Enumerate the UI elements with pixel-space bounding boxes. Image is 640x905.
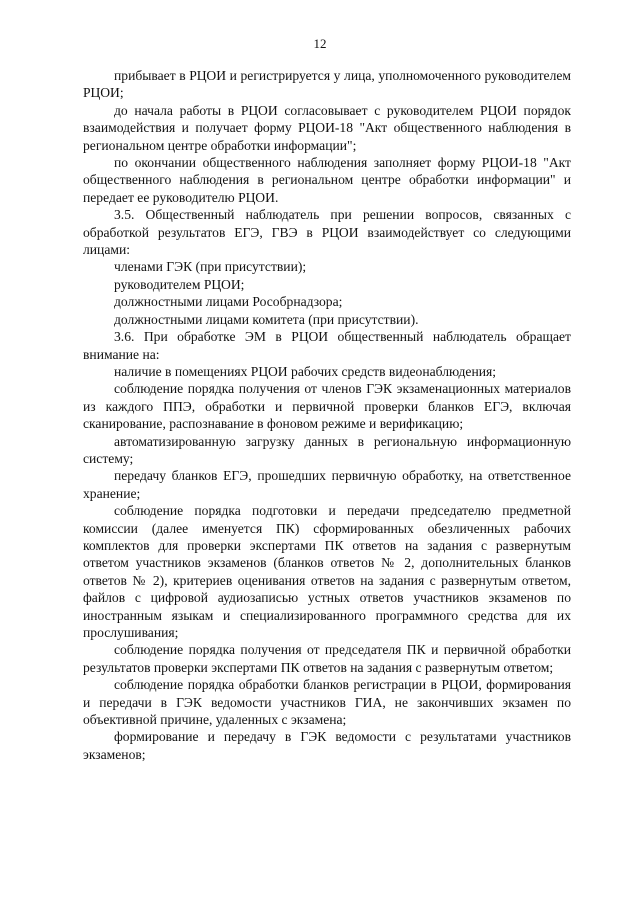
- list-item: руководителем РЦОИ;: [114, 276, 245, 292]
- list-item: соблюдение порядка подготовки и передачи председателю предметной комиссии (далее именуется ПК) сформированных обезличенных рабочих комплектов для проверки экспертами ПК ответов на задания с развернутым ответом участников экзаменов (бланков ответов № 2, дополнительных бланков ответов № 2), критериев оценивания ответов на задания с развернутым ответом, файлов с цифровой аудиозаписью устных ответов участников экзаменов по иностранным языкам и специализированного программного средства для их прослушивания;: [83, 503, 571, 640]
- list-item: автоматизированную загрузку данных в региональную информационную систему;: [83, 433, 571, 466]
- paragraph: прибывает в РЦОИ и регистрируется у лица, уполномоченного руководителем РЦОИ;: [83, 68, 571, 101]
- list-item: наличие в помещениях РЦОИ рабочих средств видеонаблюдения;: [114, 363, 497, 379]
- paragraph: по окончании общественного наблюдения заполняет форму РЦОИ-18 "Акт общественного наблюдения в региональном центре обработки информации" и передает ее руководителю РЦОИ.: [83, 155, 571, 205]
- list-item: соблюдение порядка получения от председателя ПК и первичной обработки результатов проверки экспертами ПК ответов на задания с развернутым ответом;: [83, 642, 571, 675]
- list-item: должностными лицами Рособрнадзора;: [114, 294, 343, 310]
- page-number: 12: [313, 36, 327, 51]
- section-paragraph-3-6: 3.6. При обработке ЭМ в РЦОИ общественный наблюдатель обращает внимание на:: [83, 329, 571, 362]
- list-item: формирование и передачу в ГЭК ведомости с результатами участников экзаменов;: [83, 729, 571, 762]
- list-item: передачу бланков ЕГЭ, прошедших первичную обработку, на ответственное хранение;: [83, 468, 571, 501]
- document-body: [83, 67, 571, 763]
- list-item: членами ГЭК (при присутствии);: [114, 259, 307, 275]
- list-item: должностными лицами комитета (при присутствии).: [114, 311, 419, 327]
- list-item: соблюдение порядка обработки бланков регистрации в РЦОИ, формирования и передачи в ГЭК ведомости участников ГИА, не закончивших экзамен по объективной причине, удаленных с экзамена;: [83, 677, 571, 728]
- paragraph: до начала работы в РЦОИ согласовывает с руководителем РЦОИ порядок взаимодействия и получает форму РЦОИ-18 "Акт общественного наблюдения в региональном центре обработки информации";: [83, 102, 571, 153]
- list-item: соблюдение порядка получения от членов ГЭК экзаменационных материалов из каждого ППЭ, обработки и первичной проверки бланков ЕГЭ, включая сканирование, распознавание в фоновом режиме и верификацию;: [83, 381, 571, 432]
- section-paragraph-3-5: 3.5. Общественный наблюдатель при решении вопросов, связанных с обработкой результатов ЕГЭ, ГВЭ в РЦОИ взаимодействует со следующими лицами:: [83, 207, 571, 258]
